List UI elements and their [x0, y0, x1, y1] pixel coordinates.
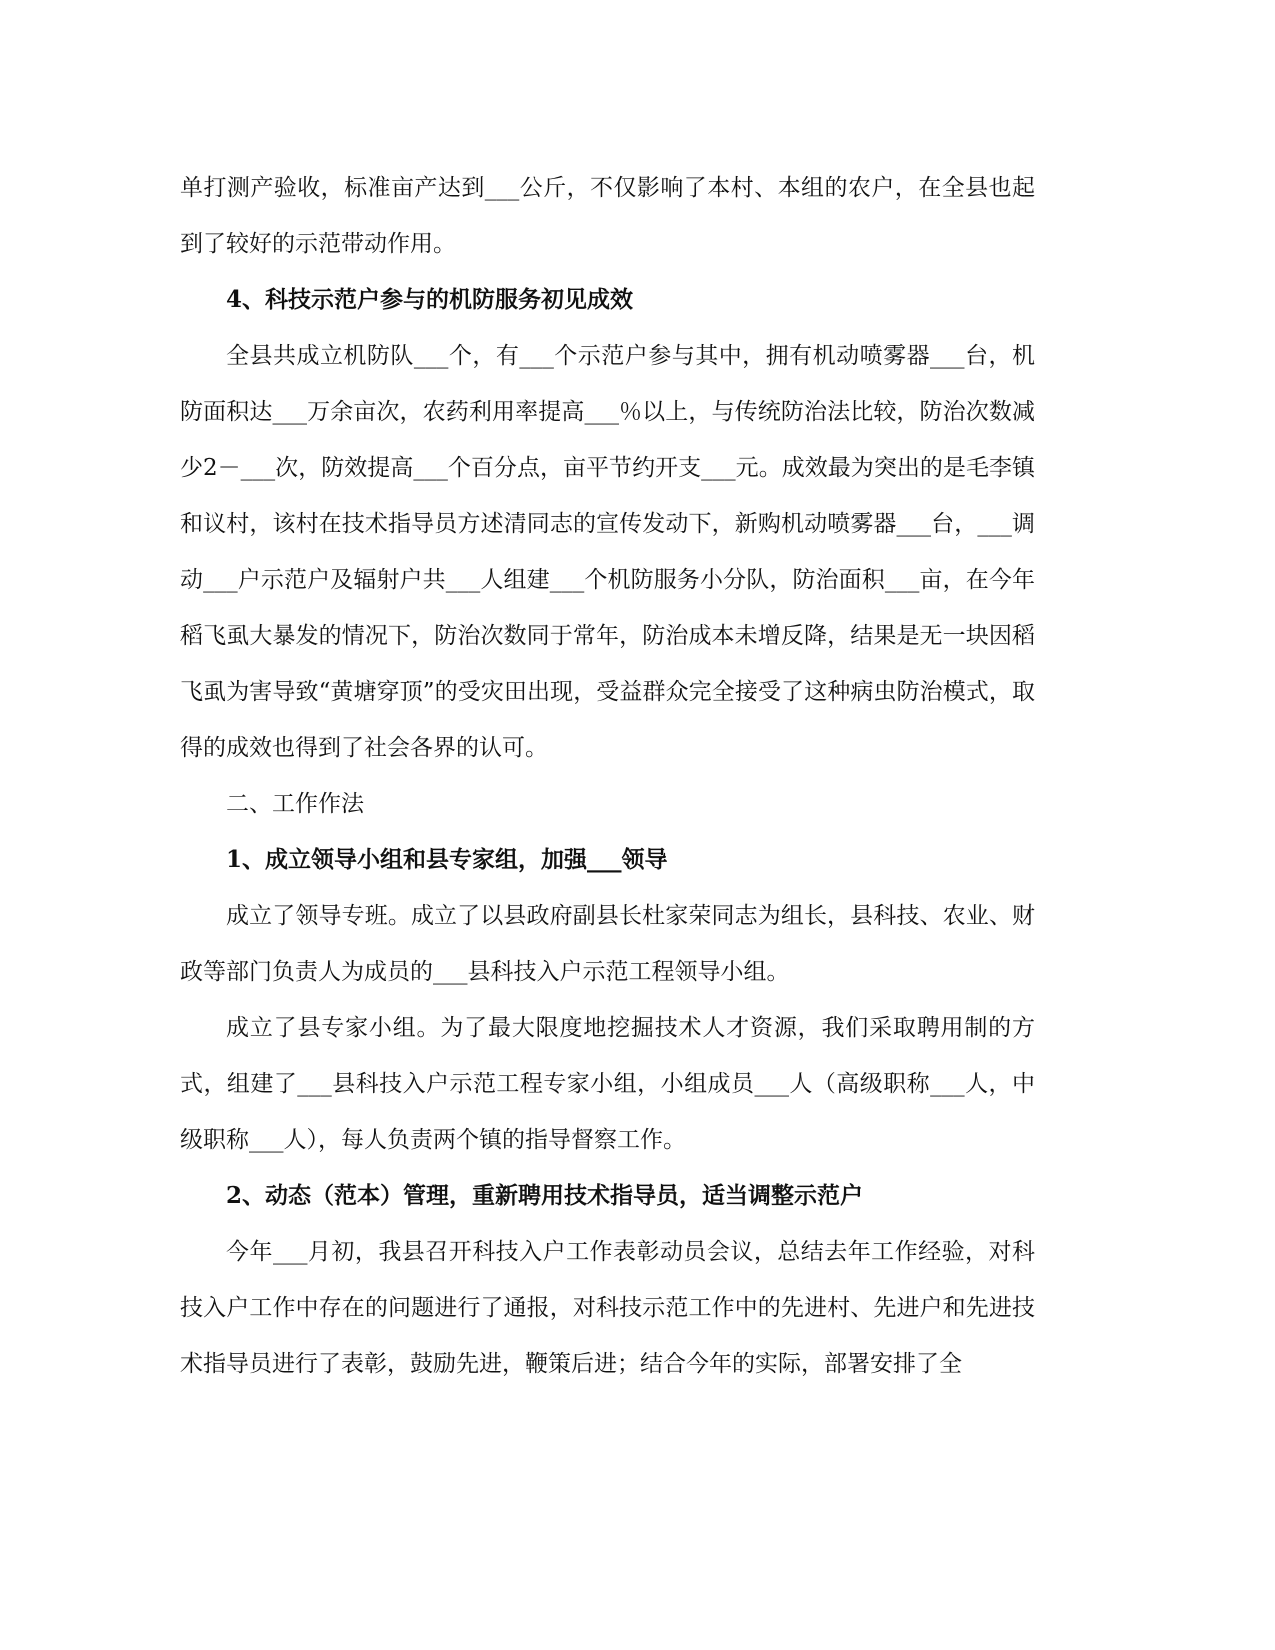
section-heading-work-methods: 二、工作作法 — [226, 791, 364, 817]
paragraph-leadership-team: 成立了领导专班。成立了以县政府副县长杜家荣同志为组长，县科技、农业、财政等部门负责人为成员的___县科技入户示范工程领导小组。 — [180, 903, 1035, 985]
subheading-1: 1、成立领导小组和县专家组，加强___领导 — [226, 846, 668, 873]
subheading-2: 2、动态（范本）管理，重新聘用技术指导员，适当调整示范户 — [226, 1182, 864, 1209]
document-page — [180, 160, 1035, 1392]
paragraph-continued: 单打测产验收，标准亩产达到___公斤，不仅影响了本村、本组的农户，在全县也起到了较好的示范带动作用。 — [180, 175, 1035, 257]
subheading-4: 4、科技示范户参与的机防服务初见成效 — [226, 286, 634, 313]
paragraph-dynamic-management: 今年___月初，我县召开科技入户工作表彰动员会议，总结去年工作经验，对科技入户工作中存在的问题进行了通报，对科技示范工作中的先进村、先进户和先进技术指导员进行了表彰，鼓励先进，鞭策后进；结合今年的实际，部署安排了全 — [180, 1239, 1035, 1377]
paragraph-machine-prevention: 全县共成立机防队___个，有___个示范户参与其中，拥有机动喷雾器___台，机防面积达___万余亩次，农药利用率提高___％以上，与传统防治法比较，防治次数减少2－___次，防效提高___个百分点，亩平节约开支___元。成效最为突出的是毛李镇和议村，该村在技术指导员方述清同志的宣传发动下，新购机动喷雾器___台，___调动___户示范户及辐射户共___人组建___个机防服务小分队，防治面积___亩，在今年稻飞虱大暴发的情况下，防治次数同于常年，防治成本未增反降，结果是无一块因稻飞虱为害导致“黄塘穿顶”的受灾田出现，受益群众完全接受了这种病虫防治模式，取得的成效也得到了社会各界的认可。 — [180, 343, 1035, 761]
paragraph-expert-group: 成立了县专家小组。为了最大限度地挖掘技术人才资源，我们采取聘用制的方式，组建了___县科技入户示范工程专家小组，小组成员___人（高级职称___人，中级职称___人），每人负责两个镇的指导督察工作。 — [180, 1015, 1035, 1153]
